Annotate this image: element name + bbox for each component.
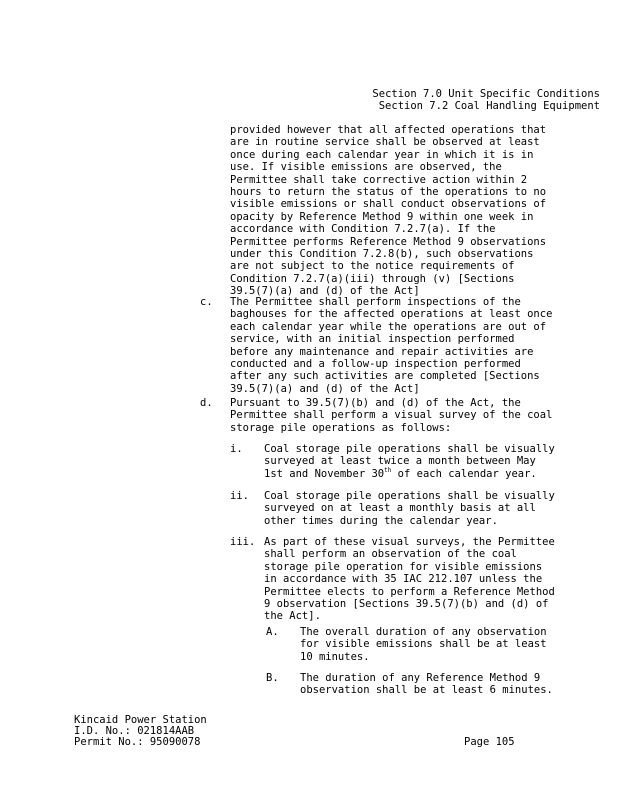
item-d-iii-a-text: The overall duration of any observation for visible emissions shall be at least 10 minutes. xyxy=(300,626,547,663)
intro-paragraph xyxy=(230,124,556,298)
item-d-i-label: i. xyxy=(230,443,243,455)
item-d-iii-b-text: The duration of any Reference Method 9 observation shall be at least 6 minutes. xyxy=(300,672,553,697)
item-c-label: c. xyxy=(200,296,213,308)
footer-permit-number: Permit No.: 95090078 xyxy=(74,736,201,748)
intro-paragraph-text: provided however that all affected operations that are in routine service shall be observed at least once during each calendar year in which it is in use. If visible emissions are observed, the Permittee shall take corrective action within 2 hours to return the status of the operations to no visible emissions or shall conduct observations of opacity by Reference Method 9 within one week in accordance with Condition 7.2.7(a). If the Permittee performs Reference Method 9 observations under this Condition 7.2.8(b), such observations are not subject to the notice requirements of Condition 7.2.7(a)(iii) through (v) [Sections 39.5(7)(a) and (d) of the Act] xyxy=(230,124,547,298)
footer-id-number: I.D. No.: 021814AAB xyxy=(74,725,195,737)
item-d-text: Pursuant to 39.5(7)(b) and (d) of the Act, the Permittee shall perform a visual survey of the coal storage pile operations as follows: xyxy=(230,397,553,434)
item-d-iii-a-paragraph xyxy=(300,626,558,663)
footer-page-number: Page 105 xyxy=(464,736,515,748)
item-d-i-text-before: Coal storage pile operations shall be visually surveyed at least twice a month between May 1st and November 30 xyxy=(264,443,555,480)
item-d-iii-b-label: B. xyxy=(266,672,279,684)
item-d-i-paragraph xyxy=(264,443,558,480)
footer-facility-name: Kincaid Power Station xyxy=(74,714,207,726)
item-d-ii-text: Coal storage pile operations shall be visually surveyed on at least a monthly basis at all other times during the calendar year. xyxy=(264,490,555,527)
item-c-text: The Permittee shall perform inspections of the baghouses for the affected operations at least once each calendar year while the operations are out of service, with an initial inspection performed before any maintenance and repair activities are conducted and a follow-up inspection performed after any such activities are completed [Sections 39.5(7)(a) and (d) of the Act] xyxy=(230,296,553,395)
item-d-i-text-after: of each calendar year. xyxy=(391,467,537,480)
item-d-ii-paragraph xyxy=(264,490,558,527)
item-d-i-text xyxy=(264,443,558,480)
item-d-iii-b-paragraph xyxy=(300,672,558,697)
item-d-iii-text: As part of these visual surveys, the Permittee shall perform an observation of the coal storage pile operation for visible emissions in accordance with 35 IAC 212.107 unless the Permittee elects to perform a Reference Method 9 observation [Sections 39.5(7)(b) and (d) of the Act]. xyxy=(264,536,555,623)
item-d-iii-label: iii. xyxy=(230,536,256,548)
item-d-paragraph xyxy=(230,397,556,434)
item-d-iii-paragraph xyxy=(264,536,558,623)
header-subsection-line: Section 7.2 Coal Handling Equipment xyxy=(378,100,600,112)
item-d-i-superscript: th xyxy=(384,466,392,474)
item-d-ii-label: ii. xyxy=(230,490,249,502)
header-section-line: Section 7.0 Unit Specific Conditions xyxy=(372,88,600,100)
item-d-label: d. xyxy=(200,397,213,409)
item-d-iii-a-label: A. xyxy=(266,626,279,638)
item-c-paragraph xyxy=(230,296,556,395)
